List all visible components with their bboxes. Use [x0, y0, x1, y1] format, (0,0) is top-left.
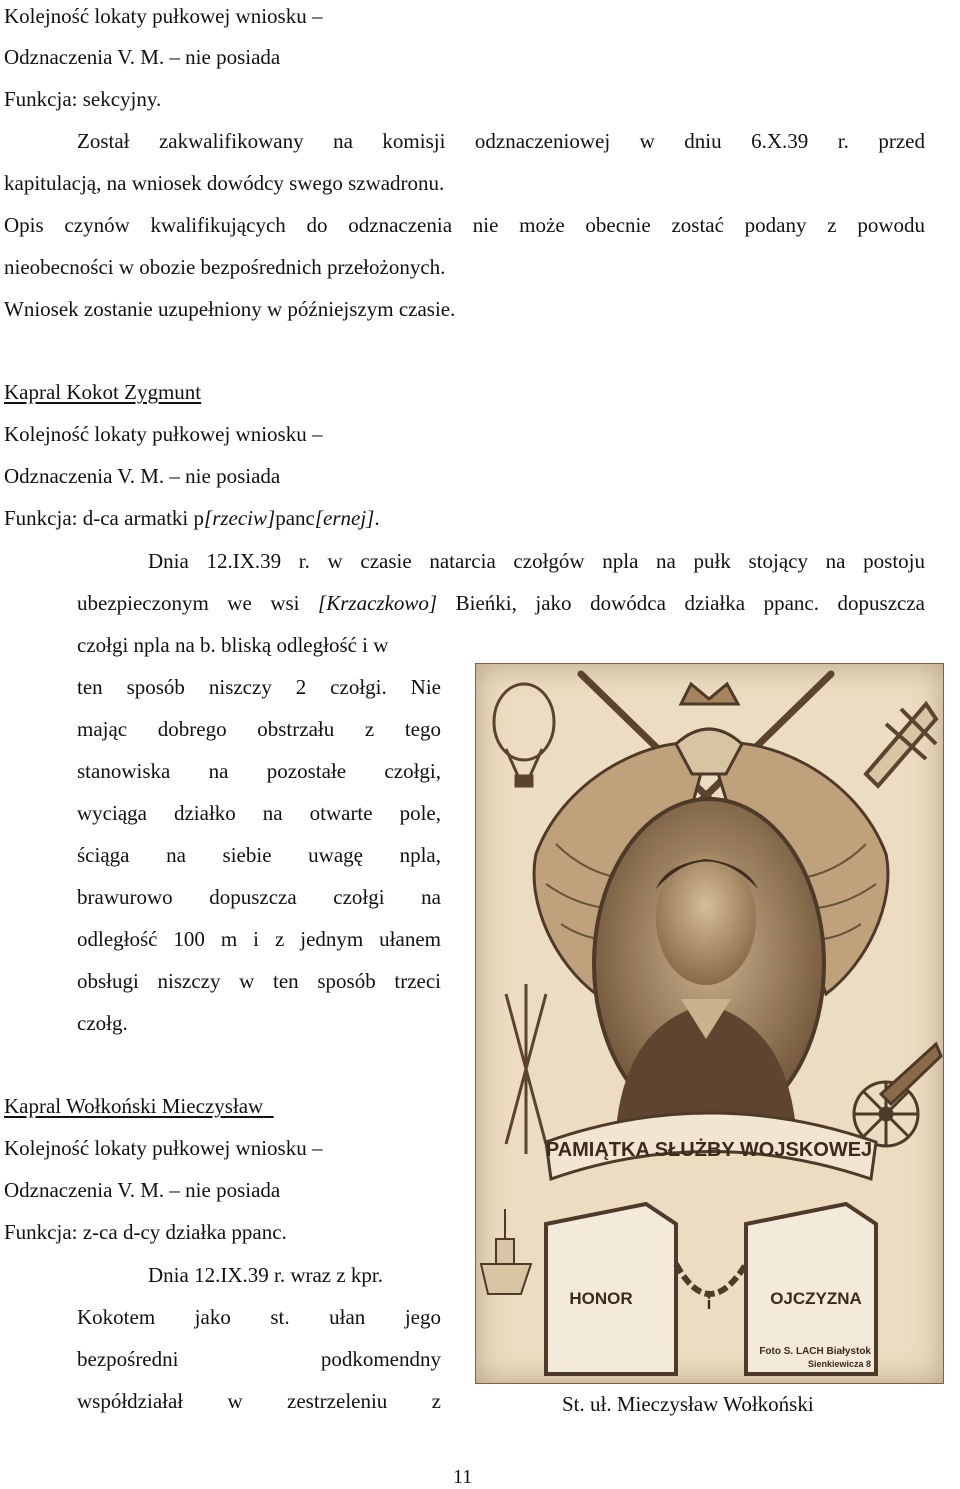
portrait	[594, 799, 824, 1129]
kokot-deed-line-11: obsługi niszczy w ten sposób trzeci	[77, 969, 441, 993]
heading-wolkonski: Kapral Wołkoński Mieczysław	[4, 1094, 264, 1118]
rank-order-line: Kolejność lokaty pułkowej wniosku –	[4, 4, 323, 28]
qualification-line: Został zakwalifikowany na komisji odznaczeniowej w dniu 6.X.39 r. przed	[77, 129, 925, 153]
wolkonski-deed-line-2: Kokotem jako st. ułan jego	[77, 1305, 441, 1329]
kokot-deed-line-7: wyciąga działko na otwarte pole,	[77, 801, 441, 825]
kokot-function: Funkcja: d-ca armatki p[rzeciw]panc[ernej].	[4, 506, 380, 530]
decorations-line: Odznaczenia V. M. – nie posiada	[4, 45, 281, 69]
kokot-deed-line-10: odległość 100 m i z jednym ułanem	[77, 927, 441, 951]
supplement-line: Wniosek zostanie uzupełniony w późniejszym czasie.	[4, 297, 456, 321]
wolkonski-rank-order: Kolejność lokaty pułkowej wniosku –	[4, 1136, 323, 1160]
description-line-2: nieobecności w obozie bezpośrednich przełożonych.	[4, 255, 446, 279]
kokot-deed-line-9: brawurowo dopuszcza czołgi na	[77, 885, 441, 909]
balloon-icon	[494, 684, 554, 786]
heading-kokot: Kapral Kokot Zygmunt	[4, 380, 202, 404]
kokot-deed-line-2: ubezpieczonym we wsi [Krzaczkowo] Bieńki, jako dowódca działka ppanc. dopuszcza	[77, 591, 925, 615]
studio-text-2: Sienkiewicza 8	[807, 1359, 871, 1369]
wolkonski-deed-line-4: współdziałał w zestrzeleniu z	[77, 1389, 441, 1413]
description-line: Opis czynów kwalifikujących do odznaczenia nie może obecnie zostać podany z powodu	[4, 213, 925, 237]
wolkonski-decorations: Odznaczenia V. M. – nie posiada	[4, 1178, 281, 1202]
and-text: i	[706, 1294, 712, 1313]
kokot-deed-line-1: Dnia 12.IX.39 r. w czasie natarcia czołgów npla na pułk stojący na postoju	[148, 549, 925, 573]
honor-text: HONOR	[569, 1289, 633, 1308]
ship-icon	[481, 1209, 531, 1294]
souvenir-photo	[475, 663, 944, 1384]
cannon-icon	[854, 1044, 941, 1146]
kokot-deed-line-6: stanowiska na pozostałe czołgi,	[77, 759, 441, 783]
kokot-deed-line-4: ten sposób niszczy 2 czołgi. Nie	[77, 675, 441, 699]
kokot-deed-line-8: ściąga na siebie uwagę npla,	[77, 843, 441, 867]
kokot-deed-line-5: mając dobrego obstrzału z tego	[77, 717, 441, 741]
page-number: 11	[453, 1466, 473, 1488]
wolkonski-deed-line-1: Dnia 12.IX.39 r. wraz z kpr.	[148, 1263, 384, 1287]
function-line: Funkcja: sekcyjny.	[4, 87, 162, 111]
kokot-rank-order: Kolejność lokaty pułkowej wniosku –	[4, 422, 323, 446]
homeland-text: OJCZYZNA	[770, 1289, 862, 1308]
wolkonski-deed-line-3: bezpośredni podkomendny	[77, 1347, 441, 1371]
banner-text: PAMIĄTKA SŁUŻBY WOJSKOWEJ	[545, 1139, 873, 1161]
kokot-deed-line-3: czołgi npla na b. bliską odległość i w	[77, 633, 389, 657]
banner-ribbon	[546, 1113, 876, 1179]
wolkonski-function: Funkcja: z-ca d-cy działka ppanc.	[4, 1220, 287, 1244]
rifles-icon	[506, 984, 546, 1154]
kokot-deed-line-12: czołg.	[77, 1011, 128, 1035]
airplane-icon	[866, 704, 936, 786]
studio-text-1: Foto S. LACH Białystok	[759, 1346, 871, 1357]
kokot-decorations: Odznaczenia V. M. – nie posiada	[4, 464, 281, 488]
qualification-line-2: kapitulacją, na wniosek dowódcy swego szwadronu.	[4, 171, 445, 195]
photo-caption: St. uł. Mieczysław Wołkoński	[562, 1392, 814, 1416]
